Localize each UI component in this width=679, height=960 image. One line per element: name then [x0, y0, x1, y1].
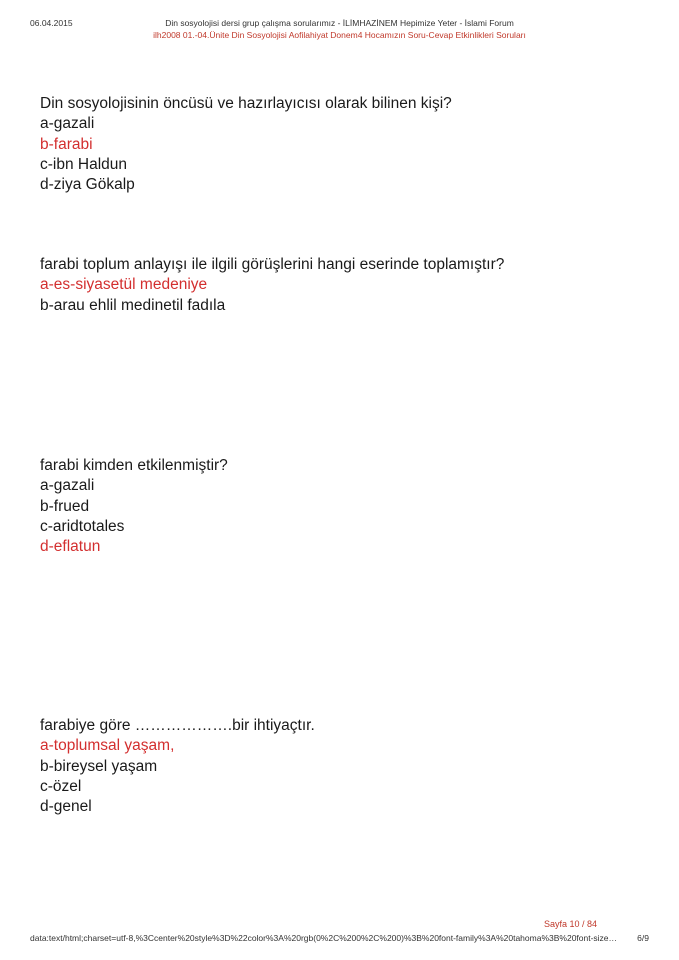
- option-b: b-bireysel yaşam: [40, 757, 158, 775]
- option-a-correct: a-es-siyasetül medeniye: [40, 276, 208, 294]
- option-d: d-genel: [40, 798, 92, 816]
- print-page-count: 6/9: [637, 933, 649, 943]
- question-text: farabiye göre ……………….bir ihtiyaçtır.: [40, 717, 315, 734]
- question-text: farabi kimden etkilenmiştir?: [40, 457, 228, 474]
- page-title: Din sosyolojisi dersi grup çalışma sorularımız - İLİMHAZİNEM Hepimize Yeter - İslami Forum: [165, 18, 514, 28]
- option-c: c-aridtotales: [40, 517, 125, 535]
- print-date: 06.04.2015: [30, 18, 73, 28]
- question-block-2: [40, 255, 650, 316]
- footer-url: data:text/html;charset=utf-8,%3Ccenter%20style%3D%22color%3A%20rgb(0%2C%200%2C%200)%3B%20font-family%3A%20tahoma%3B%20font-size…: [30, 933, 618, 943]
- page-number: Sayfa 10 / 84: [543, 919, 597, 929]
- option-c: c-ibn Haldun: [40, 155, 128, 173]
- question-block-1: [40, 94, 650, 195]
- option-d: d-ziya Gökalp: [40, 176, 135, 194]
- question-text: Din sosyolojisinin öncüsü ve hazırlayıcısı olarak bilinen kişi?: [40, 95, 452, 112]
- option-a: a-gazali: [40, 115, 95, 133]
- question-block-4: [40, 716, 650, 817]
- option-c: c-özel: [40, 777, 82, 795]
- option-a: a-gazali: [40, 477, 95, 495]
- question-block-3: [40, 456, 650, 557]
- page-subtitle: ilh2008 01.-04.Ünite Din Sosyolojisi Aofilahiyat Donem4 Hocamızın Soru-Cevap Etkinlikleri Soruları: [153, 30, 526, 40]
- question-text: farabi toplum anlayışı ile ilgili görüşlerini hangi eserinde toplamıştır?: [40, 256, 505, 273]
- option-b: b-arau ehlil medinetil fadıla: [40, 296, 226, 314]
- option-b: b-frued: [40, 497, 90, 515]
- option-d-correct: d-eflatun: [40, 538, 101, 556]
- option-a-correct: a-toplumsal yaşam,: [40, 737, 175, 755]
- option-b-correct: b-farabi: [40, 135, 93, 153]
